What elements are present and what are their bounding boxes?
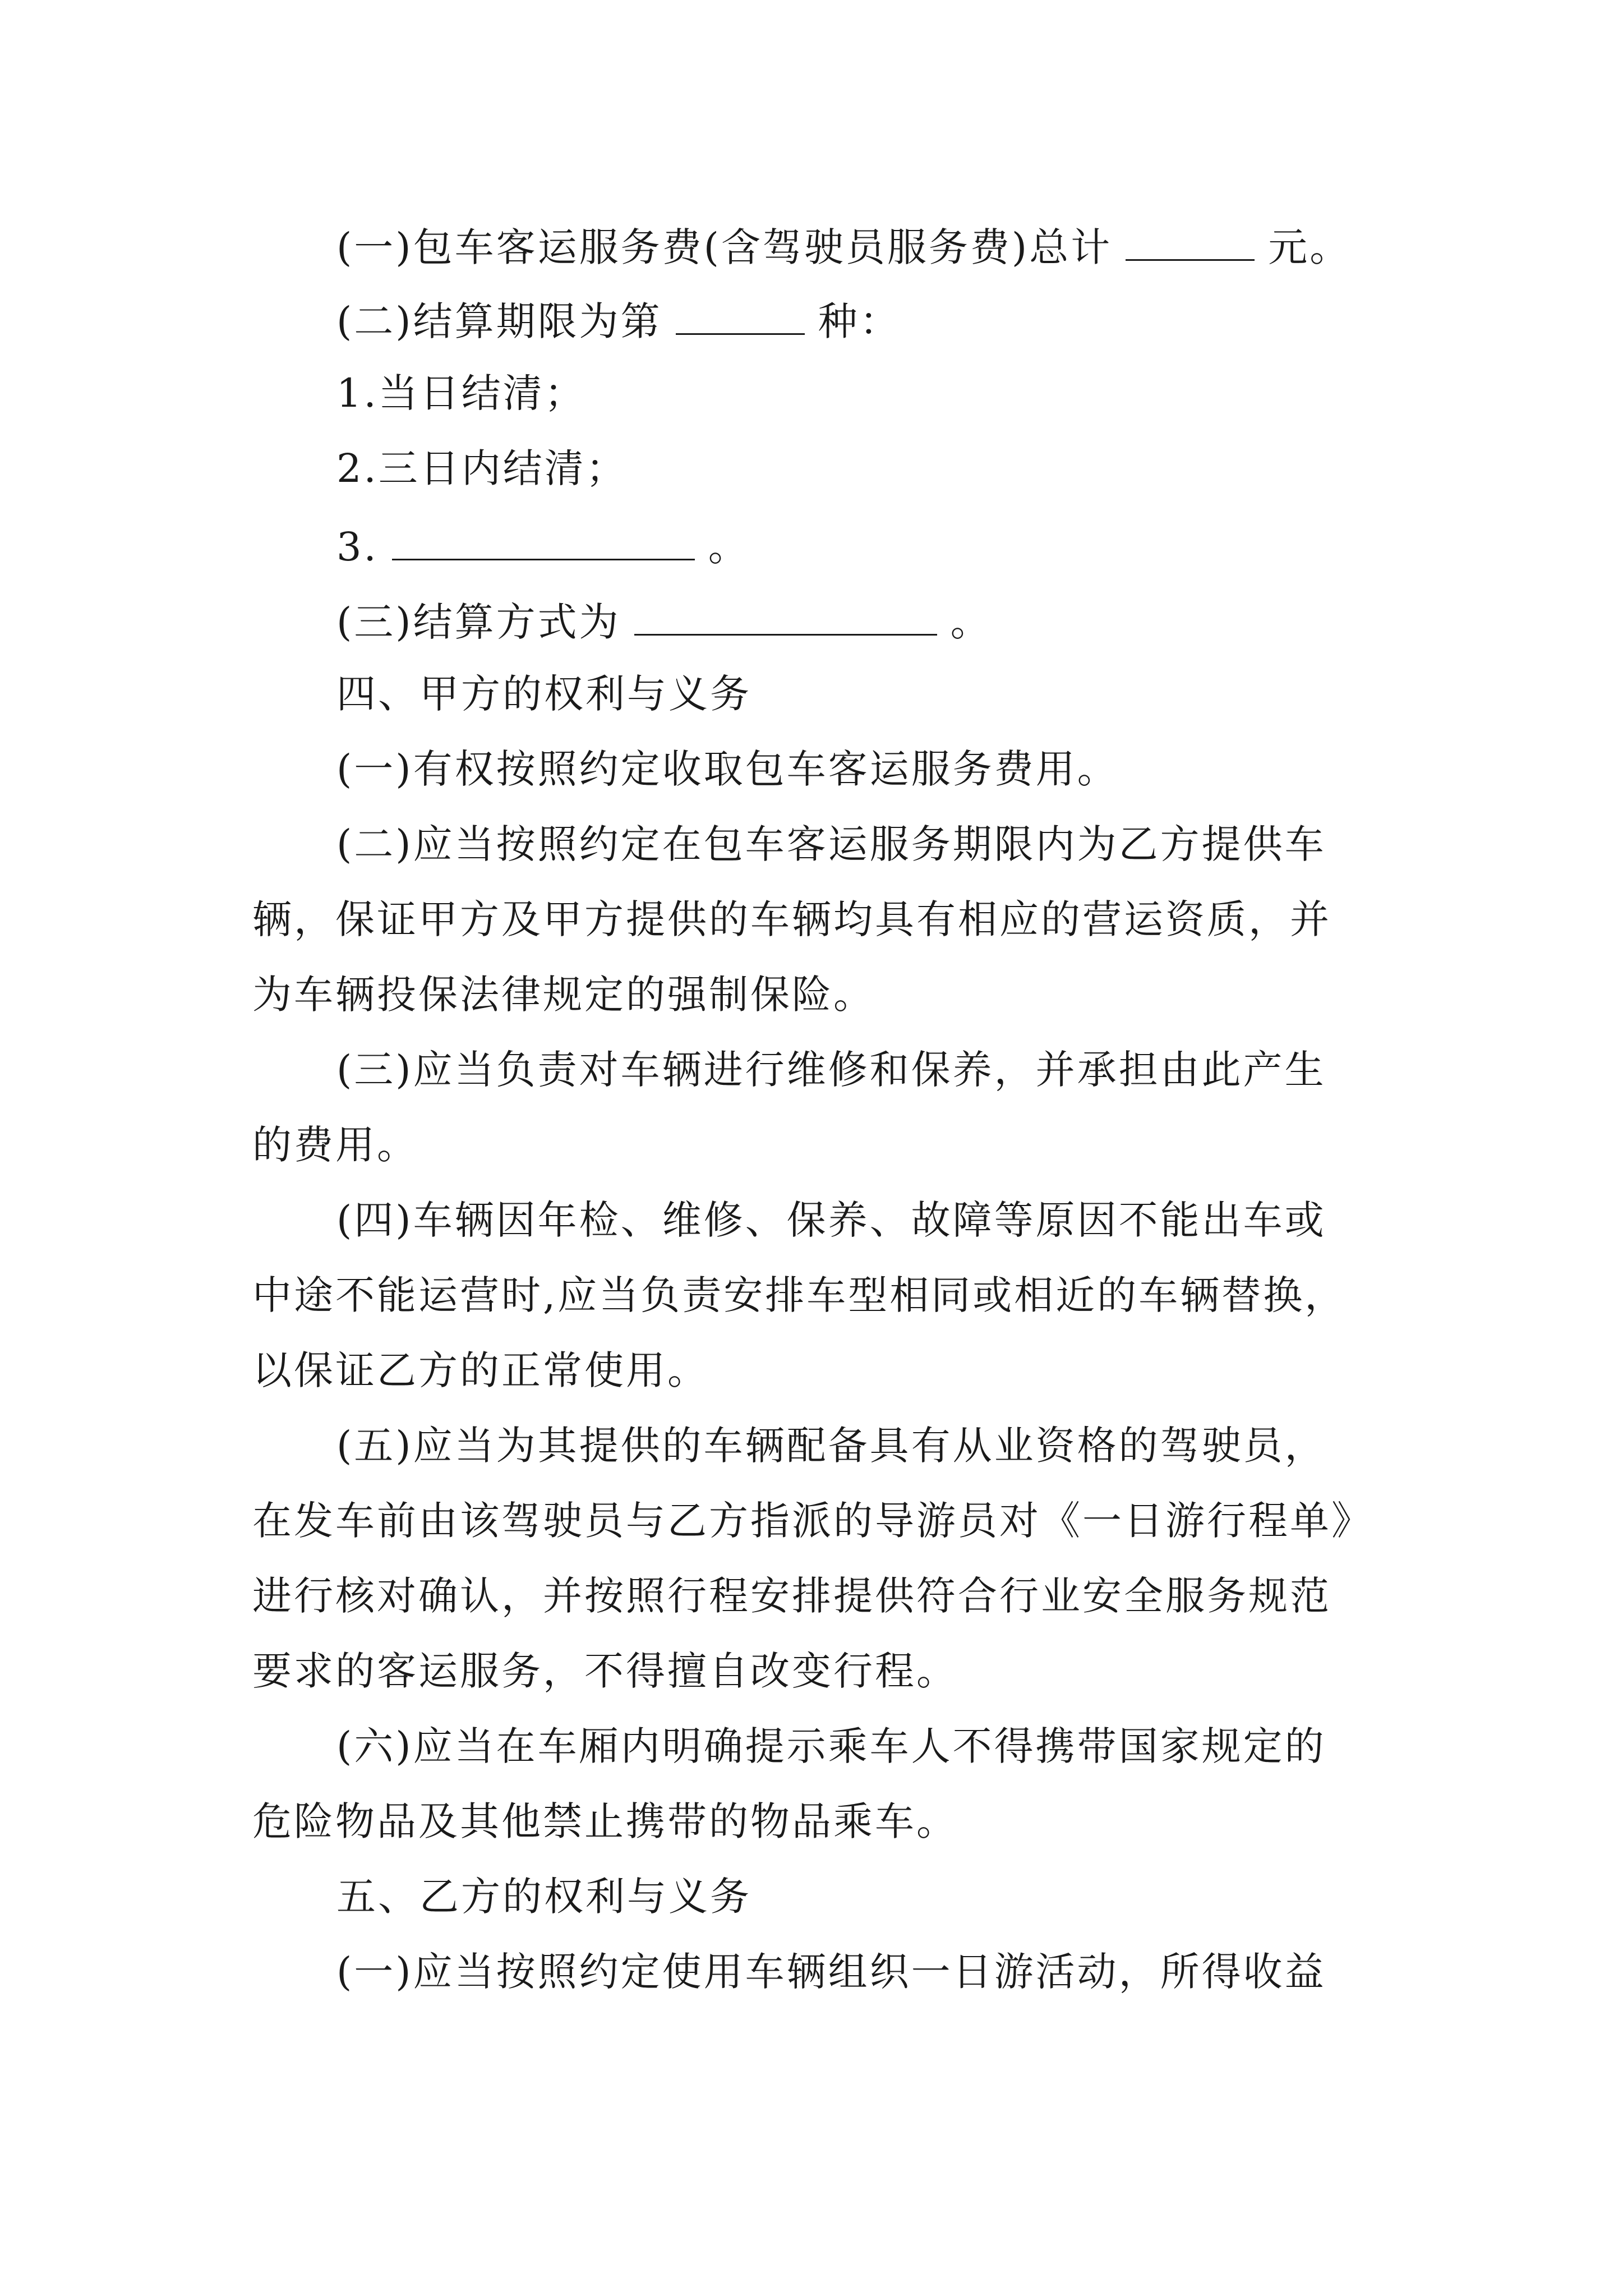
fee-total-text: (一)包车客运服务费(含驾驶员服务费)总计 (336, 224, 1113, 270)
party-a-clause-4-line-2: 中途不能运营时,应当负责安排车型相同或相近的车辆替换， (252, 1272, 1347, 1318)
party-a-clause-5-line-3: 进行核对确认，并按照行程安排提供符合行业安全服务规范 (252, 1573, 1331, 1619)
section-heading-party-a: 四、甲方的权利与义务 (336, 671, 751, 717)
settlement-method-blank[interactable] (634, 599, 937, 636)
party-a-clause-5-line-1: (五)应当为其提供的车辆配备具有从业资格的驾驶员， (336, 1423, 1326, 1469)
party-a-clause-4-line-3: 以保证乙方的正常使用。 (252, 1347, 709, 1393)
clause-settlement-method (336, 599, 992, 645)
settlement-option-1: 1.当日结清； (336, 370, 586, 416)
party-a-clause-3-line-2: 的费用。 (252, 1122, 418, 1168)
clause-fee-total (336, 224, 1352, 270)
settlement-term-text: (二)结算期限为第 (336, 298, 662, 344)
settlement-method-period: 。 (950, 599, 992, 645)
party-a-clause-2-line-1: (二)应当按照约定在包车客运服务期限内为乙方提供车 (336, 821, 1326, 867)
party-a-clause-6-line-2: 危险物品及其他禁止携带的物品乘车。 (252, 1798, 958, 1844)
option-3-number: 3. (336, 524, 379, 570)
party-a-clause-3-line-1: (三)应当负责对车辆进行维修和保养，并承担由此产生 (336, 1047, 1326, 1093)
party-a-clause-5-line-4: 要求的客运服务，不得擅自改变行程。 (252, 1648, 958, 1694)
party-b-clause-1-line-1: (一)应当按照约定使用车辆组织一日游活动，所得收益 (336, 1949, 1326, 1995)
settlement-option-3 (336, 524, 750, 570)
fee-total-unit: 元。 (1268, 224, 1352, 270)
party-a-clause-1: (一)有权按照约定收取包车客运服务费用。 (336, 746, 1119, 792)
party-a-clause-6-line-1: (六)应当在车厢内明确提示乘车人不得携带国家规定的 (336, 1723, 1326, 1769)
clause-settlement-term (336, 298, 901, 344)
option-3-period: 。 (708, 524, 750, 570)
party-a-clause-2-line-2: 辆，保证甲方及甲方提供的车辆均具有相应的营运资质，并 (252, 896, 1331, 942)
party-a-clause-4-line-1: (四)车辆因年检、维修、保养、故障等原因不能出车或 (336, 1197, 1326, 1243)
party-a-clause-5-line-2: 在发车前由该驾驶员与乙方指派的导游员对《一日游行程单》 (252, 1498, 1373, 1544)
party-a-clause-2-line-3: 为车辆投保法律规定的强制保险。 (252, 972, 875, 1018)
fee-amount-blank[interactable] (1126, 224, 1255, 261)
option-3-blank[interactable] (392, 524, 695, 560)
settlement-method-text: (三)结算方式为 (336, 599, 621, 645)
settlement-option-2: 2.三日内结清； (336, 445, 628, 491)
settlement-term-suffix: 种： (818, 298, 901, 344)
settlement-option-blank[interactable] (676, 298, 805, 335)
section-heading-party-b: 五、乙方的权利与义务 (336, 1874, 751, 1920)
